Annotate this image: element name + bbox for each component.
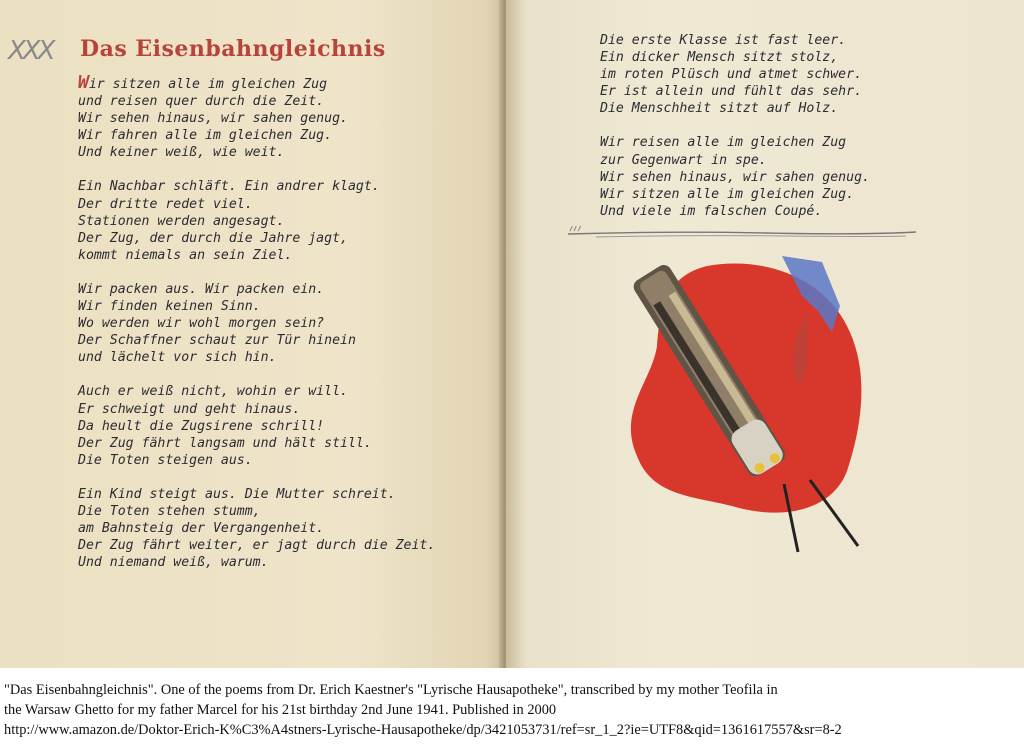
pencil-hatching-rule — [566, 226, 918, 240]
caption-line-1: "Das Eisenbahngleichnis". One of the poems from Dr. Erich Kaestner's "Lyrische Hausapotheke", transcribed by my mother Teofila in — [4, 682, 778, 698]
stanza — [78, 74, 435, 161]
poem-line: Wir fahren alle im gleichen Zug. — [78, 128, 333, 144]
stanza — [78, 486, 435, 571]
poem-line: am Bahnsteig der Vergangenheit. — [78, 521, 325, 537]
poem-line: Die Menschheit sitzt auf Holz. — [600, 101, 839, 117]
stanza — [78, 281, 435, 366]
poem-line: Und viele im falschen Coupé. — [600, 203, 823, 219]
poem-line: Ein dicker Mensch sitzt stolz, — [600, 50, 839, 66]
poem-line: Wo werden wir wohl morgen sein? — [78, 316, 325, 332]
caption-link[interactable]: http://www.amazon.de/Doktor-Erich-K%C3%A4stners-Lyrische-Hausapotheke/dp/3421053731/ref=sr_1_2?ie=UTF8&qid=1361617557&sr=8-2 — [4, 722, 842, 738]
stanza — [78, 178, 435, 263]
poem-left-column — [78, 74, 435, 588]
stanza — [600, 32, 870, 117]
poem-line: Wir sitzen alle im gleichen Zug — [78, 72, 328, 93]
poem-line: Der Zug fährt weiter, er jagt durch die Zeit. — [78, 538, 436, 554]
poem-title: Das Eisenbahngleichnis — [80, 36, 386, 62]
train-illustration — [612, 256, 872, 556]
poem-line: Wir finden keinen Sinn. — [78, 299, 261, 315]
poem-line: zur Gegenwart in spe. — [600, 152, 767, 168]
poem-line: Wir packen aus. Wir packen ein. — [78, 281, 325, 297]
pencil-marginalia: XXX — [8, 36, 53, 66]
poem-line: Der Zug fährt langsam und hält still. — [78, 435, 372, 451]
poem-line: Ein Kind steigt aus. Die Mutter schreit. — [78, 486, 396, 502]
poem-line: Da heult die Zugsirene schrill! — [78, 418, 325, 434]
poem-line: Die erste Klasse ist fast leer. — [600, 33, 847, 48]
poem-line: Der Zug, der durch die Jahre jagt, — [78, 230, 348, 246]
poem-line: Die Toten steigen aus. — [78, 452, 253, 468]
poem-line: Wir sitzen alle im gleichen Zug. — [600, 186, 855, 202]
poem-line: Er ist allein und fühlt das sehr. — [600, 84, 863, 100]
poem-line: Und keiner weiß, wie weit. — [78, 145, 285, 161]
poem-line: Ein Nachbar schläft. Ein andrer klagt. — [78, 179, 380, 195]
poem-line: und lächelt vor sich hin. — [78, 350, 277, 366]
poem-line: Stationen werden angesagt. — [78, 213, 285, 229]
poem-line: Die Toten stehen stumm, — [78, 503, 261, 519]
poem-line: kommt niemals an sein Ziel. — [78, 247, 293, 263]
poem-line: im roten Plüsch und atmet schwer. — [600, 67, 863, 83]
poem-line: Auch er weiß nicht, wohin er will. — [78, 384, 348, 400]
poem-right-column — [600, 32, 870, 237]
stanza — [78, 383, 435, 468]
poem-line: Er schweigt und geht hinaus. — [78, 401, 301, 417]
poem-line: Wir sehen hinaus, wir sahen genug. — [600, 169, 870, 185]
drop-cap: W — [78, 72, 89, 93]
photo-caption — [4, 680, 1020, 740]
caption-line-2: the Warsaw Ghetto for my father Marcel for his 21st birthday 2nd June 1941. Published in 2000 — [4, 702, 557, 718]
left-page — [0, 0, 506, 668]
poem-line: Der dritte redet viel. — [78, 196, 253, 212]
poem-line: und reisen quer durch die Zeit. — [78, 94, 325, 110]
poem-line: Der Schaffner schaut zur Tür hinein — [78, 333, 356, 349]
poem-line: Wir reisen alle im gleichen Zug — [600, 135, 847, 151]
poem-line: Und niemand weiß, warum. — [78, 555, 269, 571]
poem-line: Wir sehen hinaus, wir sahen genug. — [78, 111, 348, 127]
stanza — [600, 134, 870, 219]
